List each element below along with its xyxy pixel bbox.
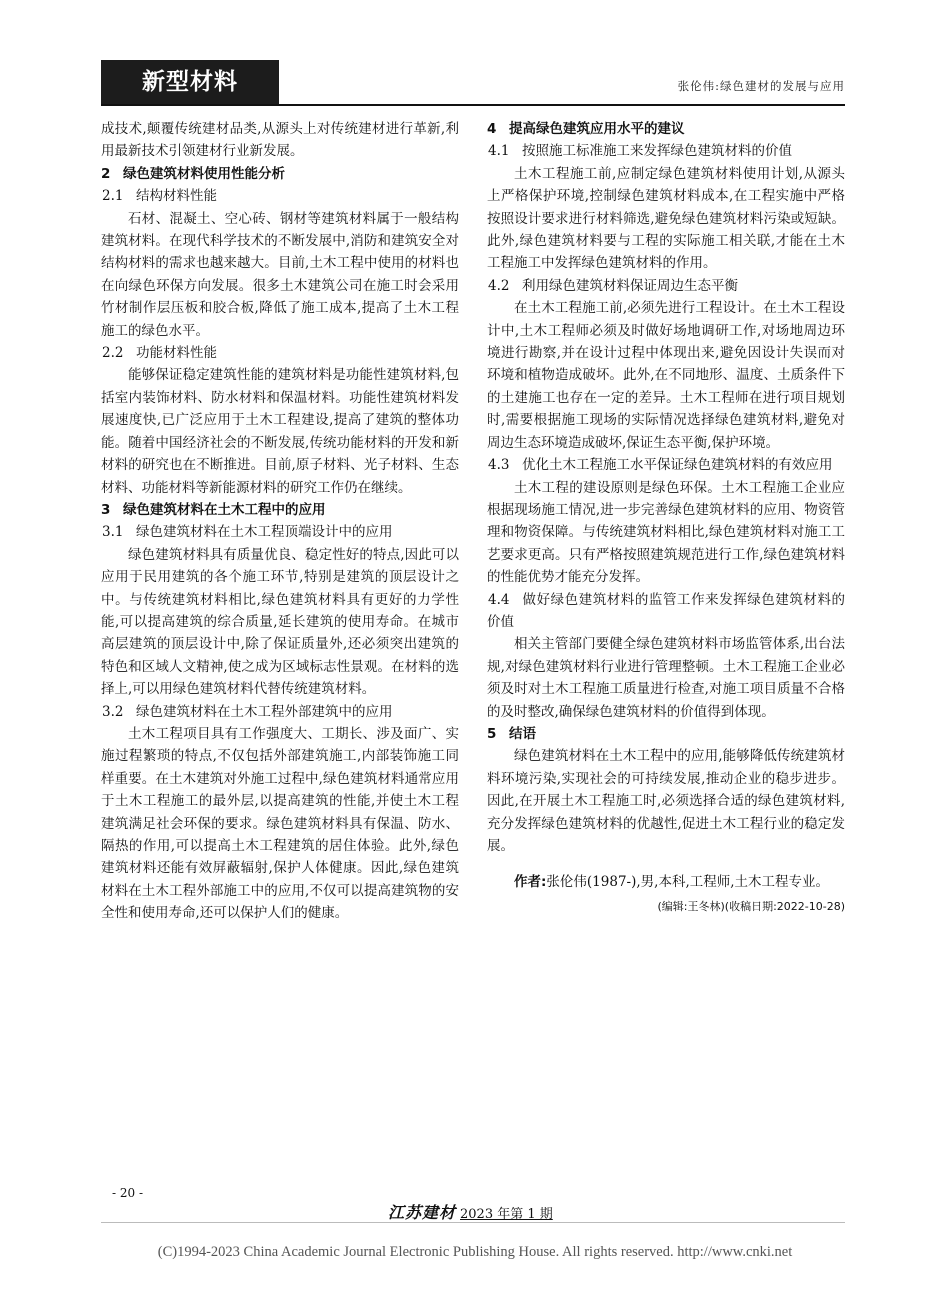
author-label: 作者: xyxy=(514,874,547,891)
subsection-number: 2.1 xyxy=(102,188,124,205)
right-column xyxy=(487,118,845,918)
section-title: 绿色建筑材料在土木工程中的应用 xyxy=(123,501,326,518)
subsection-title: 利用绿色建筑材料保证周边生态平衡 xyxy=(522,277,738,294)
author-text: 张伦伟(1987-),男,本科,工程师,土木工程专业。 xyxy=(546,874,830,891)
subsection-number: 2.2 xyxy=(102,345,124,362)
subsection-number: 4.4 xyxy=(488,591,510,608)
subsection-title: 按照施工标准施工来发挥绿色建筑材料的价值 xyxy=(522,143,792,160)
body-paragraph: 绿色建筑材料在土木工程中的应用,能够降低传统建筑材料环境污染,实现社会的可持续发展,推动企业的稳步进步。因此,在开展土木工程施工时,必须选择合适的绿色建筑材料,充分发挥绿色建筑材料的优越性,促进土木工程行业的稳定发展。 xyxy=(487,748,845,854)
subsection-title: 绿色建筑材料在土木工程顶端设计中的应用 xyxy=(136,524,393,541)
left-column xyxy=(101,118,459,925)
author-info xyxy=(487,871,845,893)
subsection-heading xyxy=(487,589,845,634)
author-block xyxy=(487,871,845,918)
section-number: 2 xyxy=(101,165,111,182)
subsection-number: 3.2 xyxy=(102,703,124,720)
footer-journal xyxy=(388,1200,553,1223)
subsection-heading xyxy=(487,275,845,297)
journal-logo: 江苏建材 xyxy=(388,1203,457,1222)
subsection-heading xyxy=(101,701,459,723)
body-paragraph: 相关主管部门要健全绿色建筑材料市场监管体系,出台法规,对绿色建筑材料行业进行管理整顿。土木工程施工企业必须及时对土木工程施工质量进行检查,对施工项目质量不合格的及时整改,确保绿色建筑材料的价值得到体现。 xyxy=(487,636,845,720)
subsection-title: 结构材料性能 xyxy=(136,188,217,205)
subsection-heading xyxy=(487,454,845,476)
subsection-heading xyxy=(487,140,845,162)
page-header xyxy=(101,60,845,106)
intro-continued-paragraph: 成技术,颠覆传统建材品类,从源头上对传统建材进行革新,利用最新技术引领建材行业新发展。 xyxy=(101,121,459,160)
copyright-notice: (C)1994-2023 China Academic Journal Electronic Publishing House. All rights reserved. http://www.cnki.net xyxy=(157,1244,793,1260)
subsection-number: 4.2 xyxy=(488,277,510,294)
editor-received-date: (编辑:王冬林)(收稿日期:2022-10-28) xyxy=(657,899,845,913)
subsection-heading xyxy=(101,185,459,207)
section-title: 绿色建筑材料使用性能分析 xyxy=(123,165,285,182)
section-number: 4 xyxy=(487,121,497,137)
body-paragraph: 土木工程施工前,应制定绿色建筑材料使用计划,从源头上严格保护环境,控制绿色建筑材料成本,在工程实施中严格按照设计要求进行材料筛选,避免绿色建筑材料污染或短缺。此外,绿色建筑材料要与工程的实际施工相关联,才能在土木工程施工中发挥绿色建筑材料的作用。 xyxy=(487,165,845,272)
body-paragraph: 绿色建筑材料具有质量优良、稳定性好的特点,因此可以应用于民用建筑的各个施工环节,特别是建筑的顶层设计之中。与传统建筑材料相比,绿色建筑材料具有更好的力学性能,可以提高建筑的综合质量,延长建筑的使用寿命。在城市高层建筑的顶层设计中,除了保证质量外,还必须突出建筑的特色和区域人文精神,使之成为区域标志性景观。在材料的选择上,可以用绿色建筑材料代替传统建筑材料。 xyxy=(101,546,459,698)
section-number: 3 xyxy=(101,501,111,518)
section-title: 结语 xyxy=(509,725,536,742)
subsection-title: 做好绿色建筑材料的监管工作来发挥绿色建筑材料的价值 xyxy=(487,591,845,630)
body-paragraph: 土木工程的建设原则是绿色环保。土木工程施工企业应根据现场施工情况,进一步完善绿色建筑材料的应用、物资管理和物资保障。与传统建筑材料相比,绿色建筑材料对施工工艺要求更高。只有严格按照建筑规范进行工作,绿色建筑材料的性能优势才能充分发挥。 xyxy=(487,479,845,586)
section-number: 5 xyxy=(487,725,497,742)
subsection-title: 绿色建筑材料在土木工程外部建筑中的应用 xyxy=(136,703,393,720)
subsection-heading xyxy=(101,342,459,364)
subsection-title: 功能材料性能 xyxy=(136,345,217,362)
section-heading xyxy=(487,118,845,140)
body-paragraph: 土木工程项目具有工作强度大、工期长、涉及面广、实施过程繁琐的特点,不仅包括外部建筑施工,内部装饰施工同样重要。在土木建筑对外施工过程中,绿色建筑材料通常应用于土木工程施工的最外层,以提高建筑的性能,并使土木工程建筑满足社会环保的要求。绿色建筑材料具有保温、防水、隔热的作用,可以提高土木工程建筑的居住体验。此外,绿色建筑材料还能有效屏蔽辐射,保护人体健康。因此,绿色建筑材料在土木工程外部施工中的应用,不仅可以提高建筑物的安全性和使用寿命,还可以保护人们的健康。 xyxy=(101,725,459,922)
section-heading xyxy=(487,723,845,745)
journal-section-label: 新型材料 xyxy=(101,60,279,104)
subsection-heading xyxy=(101,521,459,543)
section-title: 提高绿色建筑应用水平的建议 xyxy=(509,121,685,137)
body-paragraph: 石材、混凝土、空心砖、钢材等建筑材料属于一般结构建筑材料。在现代科学技术的不断发展中,消防和建筑安全对结构材料的需求也越来越大。目前,土木工程中使用的材料也在向绿色环保方向发展。很多土木建筑公司在施工时会采用竹材制作层压板和胶合板,降低了施工成本,提高了土木工程施工的绿色水平。 xyxy=(101,210,459,339)
running-title: 张伦伟:绿色建材的发展与应用 xyxy=(677,79,845,93)
subsection-number: 4.1 xyxy=(488,143,510,160)
page-number: - 20 - xyxy=(112,1186,144,1200)
body-paragraph: 能够保证稳定建筑性能的建筑材料是功能性建筑材料,包括室内装饰材料、防水材料和保温材料。功能性建筑材料发展速度快,已广泛应用于土木工程建设,提高了建筑的整体功能。随着中国经济社会的不断发展,传统功能材料的开发和新材料的研究也在不断推进。目前,原子材料、光子材料、生态材料、功能材料等新能源材料的研究工作仍在继续。 xyxy=(101,367,459,496)
subsection-number: 3.1 xyxy=(102,524,124,541)
subsection-title: 优化土木工程施工水平保证绿色建筑材料的有效应用 xyxy=(522,457,833,474)
section-heading xyxy=(101,163,459,185)
section-heading xyxy=(101,499,459,521)
footer-divider xyxy=(101,1222,845,1223)
journal-issue: 2023 年第 1 期 xyxy=(460,1207,553,1222)
subsection-number: 4.3 xyxy=(488,457,510,474)
body-paragraph: 在土木工程施工前,必须先进行工程设计。在土木工程设计中,土木工程师必须及时做好场地调研工作,对场地周边环境进行勘察,并在设计过程中体现出来,避免因设计失误而对环境和植物造成破坏。此外,在不同地形、温度、土质条件下的土建施工也存在一定的差异。土木工程师在进行项目规划时,需要根据施工现场的实际情况选择绿色建筑材料,避免对周边生态环境造成破坏,保证生态平衡,保护环境。 xyxy=(487,300,845,451)
